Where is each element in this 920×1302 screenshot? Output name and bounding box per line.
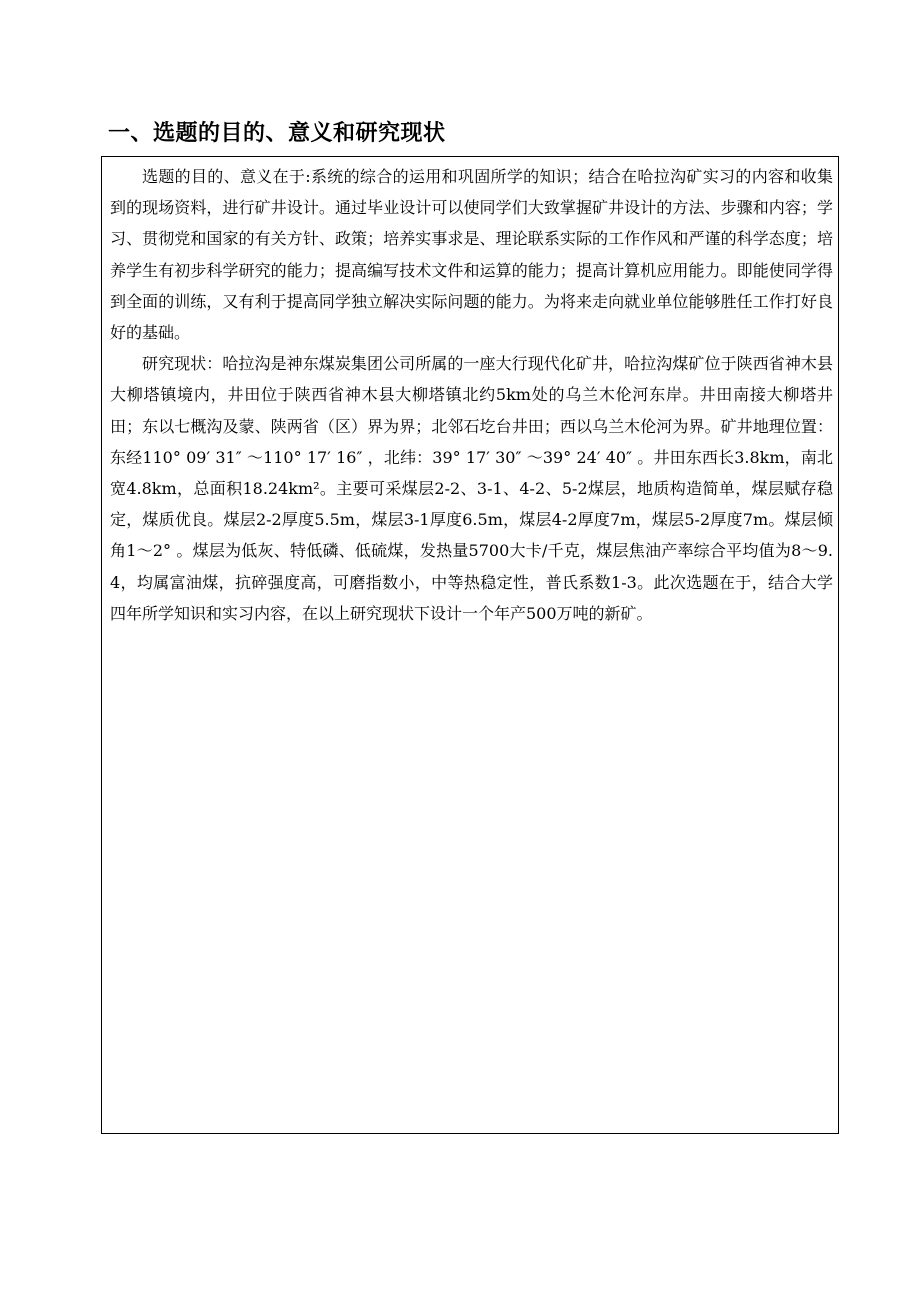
content-box	[101, 156, 839, 1134]
purpose-paragraph: 选题的目的、意义在于:系统的综合的运用和巩固所学的知识；结合在哈拉沟矿实习的内容和收集到的现场资料，进行矿井设计。通过毕业设计可以使同学们大致掌握矿井设计的方法、步骤和内容；学习、贯彻党和国家的有关方针、政策；培养实事求是、理论联系实际的工作作风和严谨的科学态度；培养学生有初步科学研究的能力；提高编写技术文件和运算的能力；提高计算机应用能力。即能使同学得到全面的训练，又有利于提高同学独立解决实际问题的能力。为将来走向就业单位能够胜任工作打好良好的基础。	[110, 167, 833, 343]
research-status-paragraph: 研究现状：哈拉沟是神东煤炭集团公司所属的一座大行现代化矿井，哈拉沟煤矿位于陕西省神木县大柳塔镇境内，井田位于陕西省神木县大柳塔镇北约5km处的乌兰木伦河东岸。井田南接大柳塔井田；东以七概沟及蒙、陕两省（区）界为界；北邻石圪台井田；西以乌兰木伦河为界。矿井地理位置：东经110° 09′ 31″ ～110° 17′ 16″ ，北纬：39° 17′ 30″ ～39° 24′ 40″ 。井田东西长3.8km，南北宽4.8km，总面积18.24km²。主要可采煤层2-2、3-1、4-2、5-2煤层，地质构造简单，煤层赋存稳定，煤质优良。煤层2-2厚度5.5m，煤层3-1厚度6.5m，煤层4-2厚度7m，煤层5-2厚度7m。煤层倾角1～2° 。煤层为低灰、特低磷、低硫煤，发热量5700大卡/千克，煤层焦油产率综合平均值为8～9.4，均属富油煤，抗碎强度高，可磨指数小，中等热稳定性，普氏系数1-3。此次选题在于，结合大学四年所学知识和实习内容，在以上研究现状下设计一个年产500万吨的新矿。	[110, 354, 833, 623]
section-title: 一、选题的目的、意义和研究现状	[108, 121, 446, 146]
